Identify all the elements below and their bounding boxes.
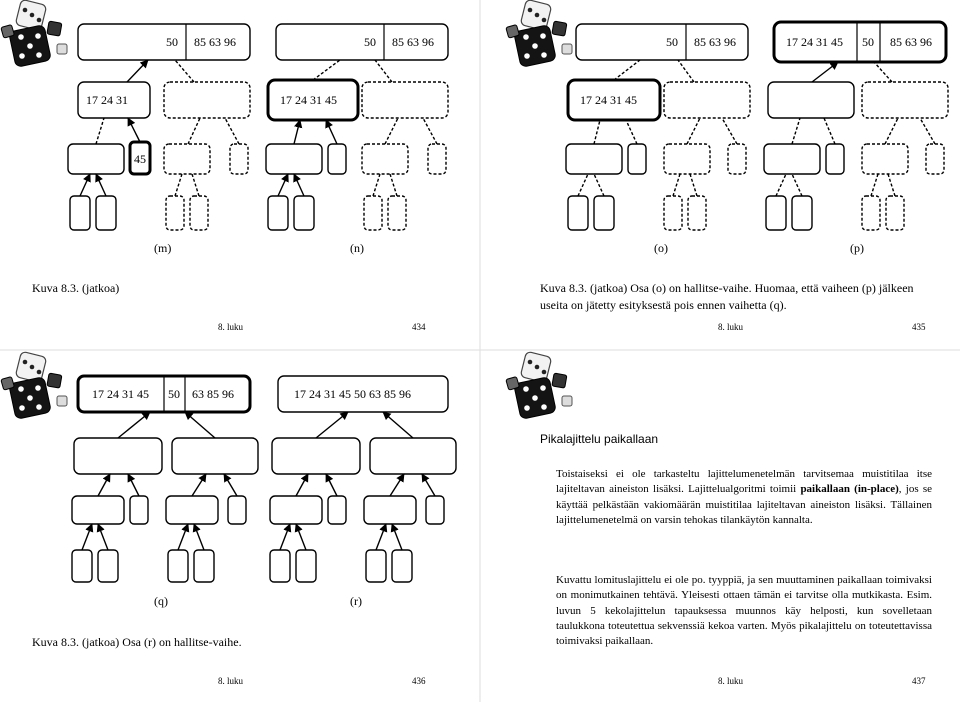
box-value: 17 24 31 45 — [580, 93, 637, 107]
subfigure-label: (o) — [654, 241, 668, 255]
dice-icon — [1, 0, 67, 67]
box-value: 63 85 96 — [192, 387, 234, 401]
dice-icon — [1, 351, 67, 419]
box-value: 85 63 96 — [194, 35, 236, 49]
footer-chapter: 8. luku — [218, 676, 244, 686]
footer-page: 435 — [912, 322, 926, 332]
box-value: 50 — [364, 35, 376, 49]
footer-page: 437 — [912, 676, 926, 686]
box-value: 85 63 96 — [890, 35, 932, 49]
subfigure-label: (m) — [154, 241, 172, 255]
tree-r — [270, 376, 456, 582]
caption-line: Kuva 8.3. (jatkoa) Osa (o) on hallitse-vaihe. Huomaa, että vaiheen (p) jälkeen — [540, 281, 914, 295]
box-value: 17 24 31 45 — [786, 35, 843, 49]
term-in-place: paikallaan (in-place) — [800, 483, 899, 496]
box-value: 50 — [166, 35, 178, 49]
box-value: 85 63 96 — [694, 35, 736, 49]
subfigure-label: (n) — [350, 241, 364, 255]
caption-line: useita on jätetty esityksestä pois ennen vaihetta (q). — [540, 298, 787, 312]
box-value: 50 — [168, 387, 180, 401]
paragraph: Toistaiseksi ei ole tarkasteltu lajittelumenetelmän tarvitsemaa muistitilaa itse lajiteltavan aineiston lisäksi. Lajittelualgoritmi toimii paikallaan (in-place), jos se käyttää pelkästään vakiomäärän muistitilaa lajiteltavan aineiston lisäksi. Tällainen lajittelumenetelmä on varsin tehokas tilankäytön kannalta. — [556, 468, 932, 526]
tree-p — [764, 22, 948, 230]
box-value: 17 24 31 45 — [280, 93, 337, 107]
footer-page: 436 — [412, 676, 426, 686]
footer-chapter: 8. luku — [718, 676, 744, 686]
footer-chapter: 8. luku — [218, 322, 244, 332]
box-value: 17 24 31 45 — [92, 387, 149, 401]
footer-chapter: 8. luku — [718, 322, 744, 332]
figure-caption: Kuva 8.3. (jatkoa) Osa (r) on hallitse-vaihe. — [32, 635, 242, 649]
subfigure-label: (q) — [154, 594, 168, 608]
box-value: 50 — [666, 35, 678, 49]
tree-o — [566, 24, 750, 230]
tree-n — [266, 24, 448, 230]
tree-m — [68, 24, 250, 230]
paragraph: Kuvattu lomituslajittelu ei ole po. tyyppiä, ja sen muuttaminen paikallaan toimivaksi on monimutkainen tehtävä. Yleisesti ottaen tämän ei tarvitse olla mutkikasta. Esim. luvun 5 kekolajittelun tapauksessa muunnos käy helposti, kun sovelletaan taulukkona toteutettua sekvenssiä kekoa varten. Myös pikalajittelu on toteutettavissa toimivaksi paikallaan. — [556, 574, 932, 648]
box-value: 17 24 31 — [86, 93, 128, 107]
box-value: 17 24 31 45 50 63 85 96 — [294, 387, 411, 401]
subfigure-label: (p) — [850, 241, 864, 255]
box-value: 50 — [862, 35, 874, 49]
subfigure-label: (r) — [350, 594, 362, 608]
box-value: 45 — [134, 152, 146, 166]
tree-q — [72, 376, 258, 582]
figure-caption: Kuva 8.3. (jatkoa) — [32, 281, 120, 295]
dice-icon — [506, 351, 572, 419]
figure-caption — [540, 280, 960, 314]
slide-title: Pikalajittelu paikallaan — [540, 432, 659, 446]
box-value: 85 63 96 — [392, 35, 434, 49]
footer-page: 434 — [412, 322, 426, 332]
dice-icon — [506, 0, 572, 67]
